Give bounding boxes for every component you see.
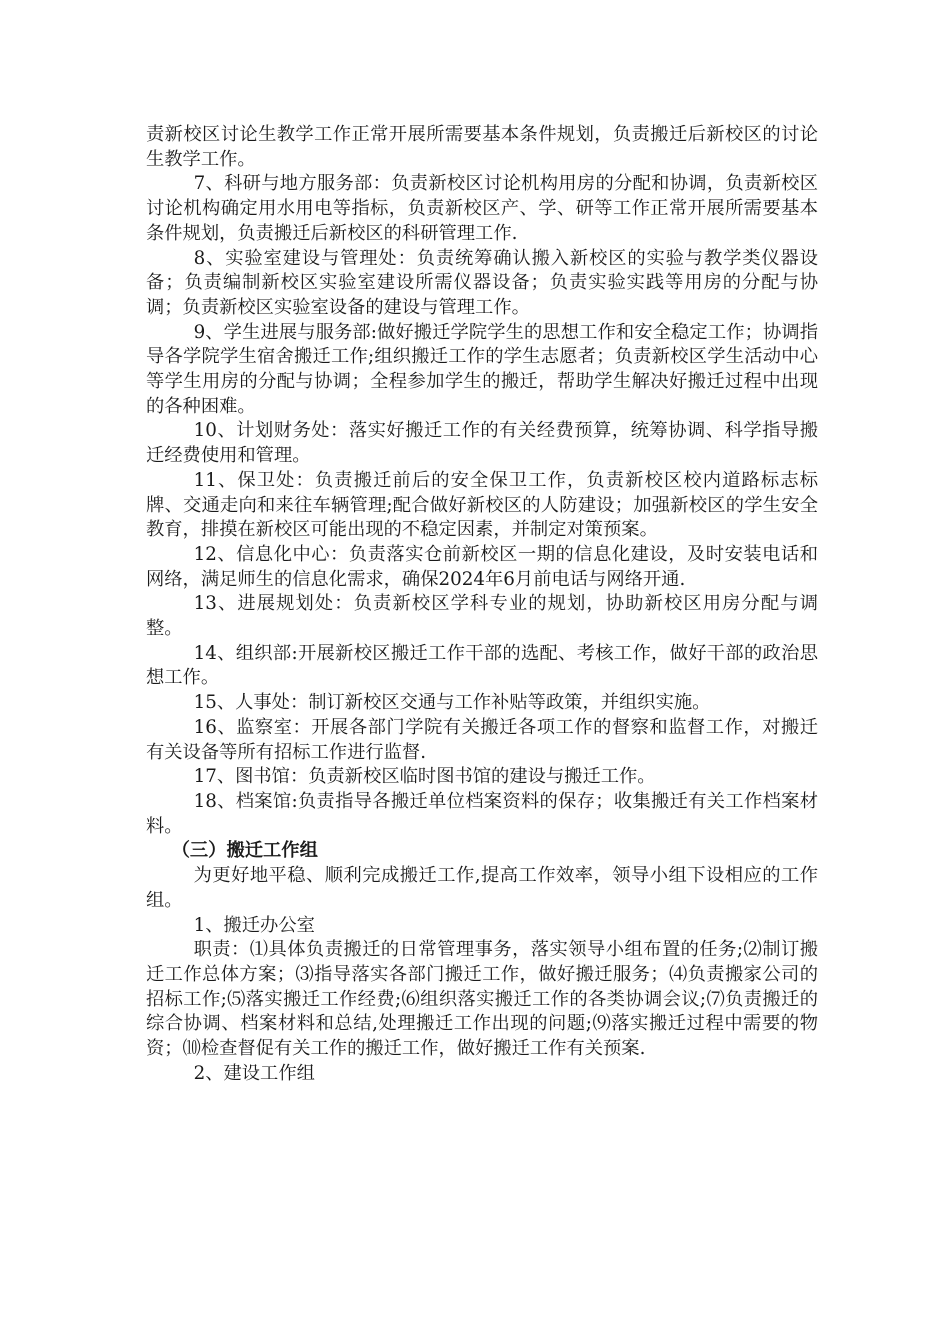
subheading-construction-group: 2、建设工作组 xyxy=(193,1062,315,1084)
paragraph-finance: 10、计划财务处：落实好搬迁工作的有关经费预算，统筹协调、科学指导搬迁经费使用和管理。 xyxy=(146,420,818,467)
paragraph-research-service: 7、科研与地方服务部：负责新校区讨论机构用房的分配和协调，负责新校区讨论机构确定用水用电等指标，负责新校区产、学、研等工作正常开展所需要基本条件规划，负责搬迁后新校区的科研管理工作. xyxy=(146,173,818,244)
paragraph-organization: 14、组织部:开展新校区搬迁工作干部的选配、考核工作，做好干部的政治思想工作。 xyxy=(146,642,818,689)
document-page xyxy=(146,123,818,1086)
paragraph-student-affairs: 9、学生进展与服务部:做好搬迁学院学生的思想工作和安全稳定工作；协调指导各学院学生宿舍搬迁工作;组织搬迁工作的学生志愿者；负责新校区学生活动中心等学生用房的分配与协调；全程参加学生的搬迁，帮助学生解决好搬迁过程中出现的各种困难。 xyxy=(146,321,818,417)
paragraph-graduate-teaching: 责新校区讨论生教学工作正常开展所需要基本条件规划，负责搬迁后新校区的讨论生教学工作。 xyxy=(146,124,818,170)
paragraph-information-center: 12、信息化中心：负责落实仓前新校区一期的信息化建设，及时安装电话和网络，满足师生的信息化需求，确保2024年6月前电话与网络开通. xyxy=(146,543,818,590)
paragraph-security: 11、保卫处：负责搬迁前后的安全保卫工作，负责新校区校内道路标志标牌、交通走向和来往车辆管理;配合做好新校区的人防建设；加强新校区的学生安全教育，排摸在新校区可能出现的不稳定因素，并制定对策预案。 xyxy=(146,469,818,541)
paragraph-planning: 13、进展规划处：负责新校区学科专业的规划，协助新校区用房分配与调整。 xyxy=(146,593,818,640)
paragraph-groups-intro: 为更好地平稳、顺利完成搬迁工作,提高工作效率，领导小组下设相应的工作组。 xyxy=(146,865,818,911)
subheading-relocation-office: 1、搬迁办公室 xyxy=(193,914,315,936)
paragraph-library: 17、图书馆：负责新校区临时图书馆的建设与搬迁工作。 xyxy=(193,766,656,788)
paragraph-archives: 18、档案馆:负责指导各搬迁单位档案资料的保存；收集搬迁有关工作档案材料。 xyxy=(146,790,818,837)
paragraph-personnel: 15、人事处：制订新校区交通与工作补贴等政策，并组织实施。 xyxy=(193,692,711,714)
paragraph-supervision: 16、监察室：开展各部门学院有关搬迁各项工作的督察和监督工作，对搬迁有关设备等所有招标工作进行监督. xyxy=(146,716,818,763)
section-heading-relocation-groups: （三）搬迁工作组 xyxy=(171,840,318,862)
paragraph-laboratory: 8、实验室建设与管理处：负责统筹确认搬入新校区的实验与教学类仪器设备；负责编制新校区实验室建设所需仪器设备；负责实验实践等用房的分配与协调；负责新校区实验室设备的建设与管理工作。 xyxy=(146,247,818,318)
paragraph-office-duties: 职责：⑴具体负责搬迁的日常管理事务，落实领导小组布置的任务;⑵制订搬迁工作总体方案；⑶指导落实各部门搬迁工作，做好搬迁服务；⑷负责搬家公司的招标工作;⑸落实搬迁工作经费;⑹组织落实搬迁工作的各类协调会议;⑺负责搬迁的综合协调、档案材料和总结,处理搬迁工作出现的问题;⑼落实搬迁过程中需要的物资；⑽检查督促有关工作的搬迁工作，做好搬迁工作有关预案. xyxy=(146,939,818,1060)
